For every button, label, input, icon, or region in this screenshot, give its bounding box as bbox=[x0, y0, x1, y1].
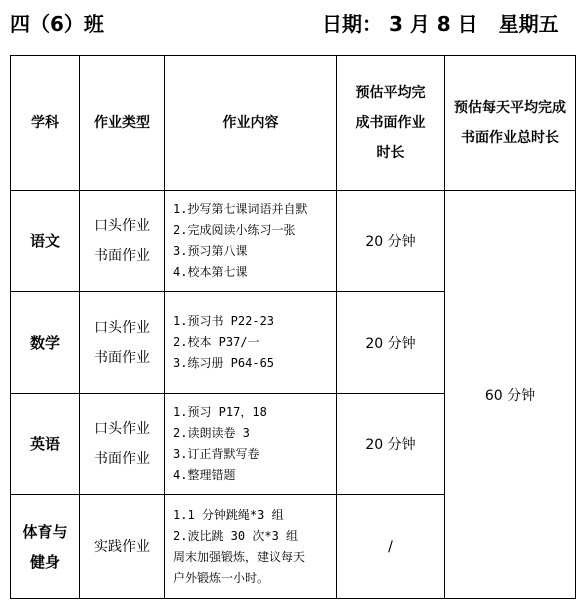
content-cell: 1.预习书 P22-23 2.校本 P37/一 3.练习册 P64-65 bbox=[165, 292, 337, 394]
subject-cell: 英语 bbox=[11, 394, 80, 495]
time-cell: 20 分钟 bbox=[337, 292, 445, 394]
total-time-cell: 60 分钟 bbox=[445, 191, 576, 599]
content-cell: 1.预习 P17，18 2.读朗读卷 3 3.订正背默写卷 4.整理错题 bbox=[165, 394, 337, 495]
subject-cell: 语文 bbox=[11, 191, 80, 292]
table-header-row bbox=[11, 56, 576, 191]
content-cell: 1.1 分钟跳绳*3 组 2.波比跳 30 次*3 组 周末加强锻炼，建议每天 户外锻炼一小时。 bbox=[165, 495, 337, 599]
header-type: 作业类型 bbox=[80, 56, 165, 191]
header-content: 作业内容 bbox=[165, 56, 337, 191]
time-cell: / bbox=[337, 495, 445, 599]
subject-cell: 数学 bbox=[11, 292, 80, 394]
date-label: 日期： 3 月 8 日 星期五 bbox=[322, 12, 559, 36]
header-est-time: 预估平均完 成书面作业 时长 bbox=[337, 56, 445, 191]
table-row bbox=[11, 191, 576, 292]
type-cell: 口头作业 书面作业 bbox=[80, 394, 165, 495]
type-cell: 口头作业 书面作业 bbox=[80, 292, 165, 394]
header-total-time: 预估每天平均完成 书面作业总时长 bbox=[445, 56, 576, 191]
content-cell: 1.抄写第七课词语并自默 2.完成阅读小练习一张 3.预习第八课 4.校本第七课 bbox=[165, 191, 337, 292]
time-cell: 20 分钟 bbox=[337, 191, 445, 292]
class-title: 四（6）班 bbox=[10, 12, 104, 36]
type-cell: 实践作业 bbox=[80, 495, 165, 599]
header-subject: 学科 bbox=[11, 56, 80, 191]
type-cell: 口头作业 书面作业 bbox=[80, 191, 165, 292]
homework-table bbox=[10, 55, 576, 599]
time-cell: 20 分钟 bbox=[337, 394, 445, 495]
subject-cell: 体育与 健身 bbox=[11, 495, 80, 599]
